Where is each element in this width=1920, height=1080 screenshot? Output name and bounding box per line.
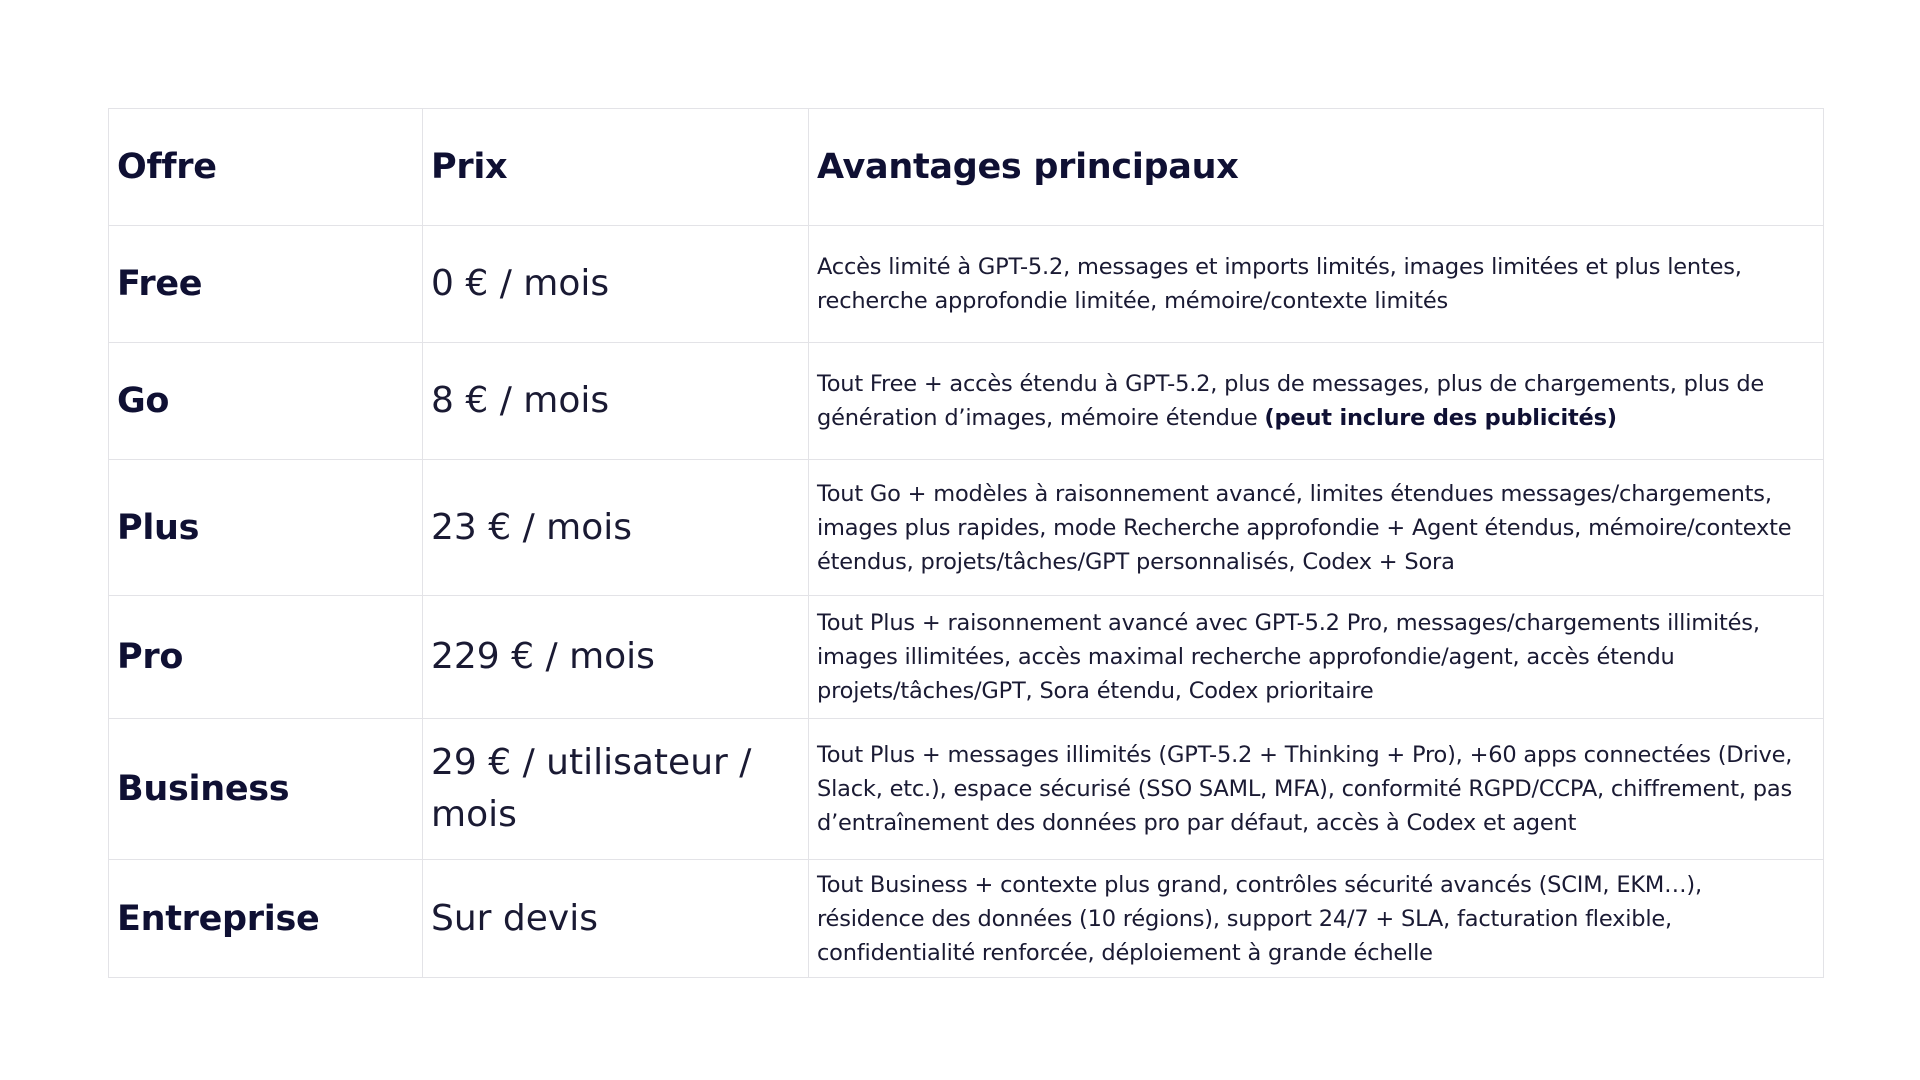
header-benefits: Avantages principaux: [809, 109, 1824, 226]
offer-price: 229 € / mois: [423, 596, 809, 719]
offer-name: Entreprise: [109, 860, 423, 978]
offer-price: 29 € / utilisateur / mois: [423, 719, 809, 860]
offer-benefits: Tout Plus + messages illimités (GPT-5.2 + Thinking + Pro), +60 apps connectées (Drive, Slack, etc.), espace sécurisé (SSO SAML, MFA), conformité RGPD/CCPA, chiffrement, pas d’entraînement des données pro par défaut, accès à Codex et agent: [809, 719, 1824, 860]
offer-benefits-text: Tout Free + accès étendu à GPT-5.2, plus de messages, plus de chargements, plus de génération d’images, mémoire étendue: [817, 371, 1765, 431]
offer-benefits-note: (peut inclure des publicités): [1264, 405, 1617, 431]
offer-name: Go: [109, 343, 423, 460]
table-row-business: [109, 719, 1824, 860]
offer-price: Sur devis: [423, 860, 809, 978]
offer-benefits: Tout Plus + raisonnement avancé avec GPT-5.2 Pro, messages/chargements illimités, images illimitées, accès maximal recherche approfondie/agent, accès étendu projets/tâches/GPT, Sora étendu, Codex prioritaire: [809, 596, 1824, 719]
offer-benefits: Accès limité à GPT-5.2, messages et imports limités, images limitées et plus lentes, recherche approfondie limitée, mémoire/contexte limités: [809, 226, 1824, 343]
offer-name: Free: [109, 226, 423, 343]
offer-price: 0 € / mois: [423, 226, 809, 343]
pricing-table: [108, 108, 1824, 978]
offer-benefits: [809, 343, 1824, 460]
table-row-go: [109, 343, 1824, 460]
offer-benefits: Tout Go + modèles à raisonnement avancé, limites étendues messages/chargements, images plus rapides, mode Recherche approfondie + Agent étendus, mémoire/contexte étendus, projets/tâches/GPT personnalisés, Codex + Sora: [809, 460, 1824, 596]
offer-name: Plus: [109, 460, 423, 596]
offer-price: 23 € / mois: [423, 460, 809, 596]
offer-benefits: Tout Business + contexte plus grand, contrôles sécurité avancés (SCIM, EKM…), résidence des données (10 régions), support 24/7 + SLA, facturation flexible, confidentialité renforcée, déploiement à grande échelle: [809, 860, 1824, 978]
table-row-free: [109, 226, 1824, 343]
header-offer: Offre: [109, 109, 423, 226]
offer-price: 8 € / mois: [423, 343, 809, 460]
header-price: Prix: [423, 109, 809, 226]
offer-name: Pro: [109, 596, 423, 719]
table-row-plus: [109, 460, 1824, 596]
table-row-entreprise: [109, 860, 1824, 978]
table-header-row: [109, 109, 1824, 226]
table-row-pro: [109, 596, 1824, 719]
offer-name: Business: [109, 719, 423, 860]
